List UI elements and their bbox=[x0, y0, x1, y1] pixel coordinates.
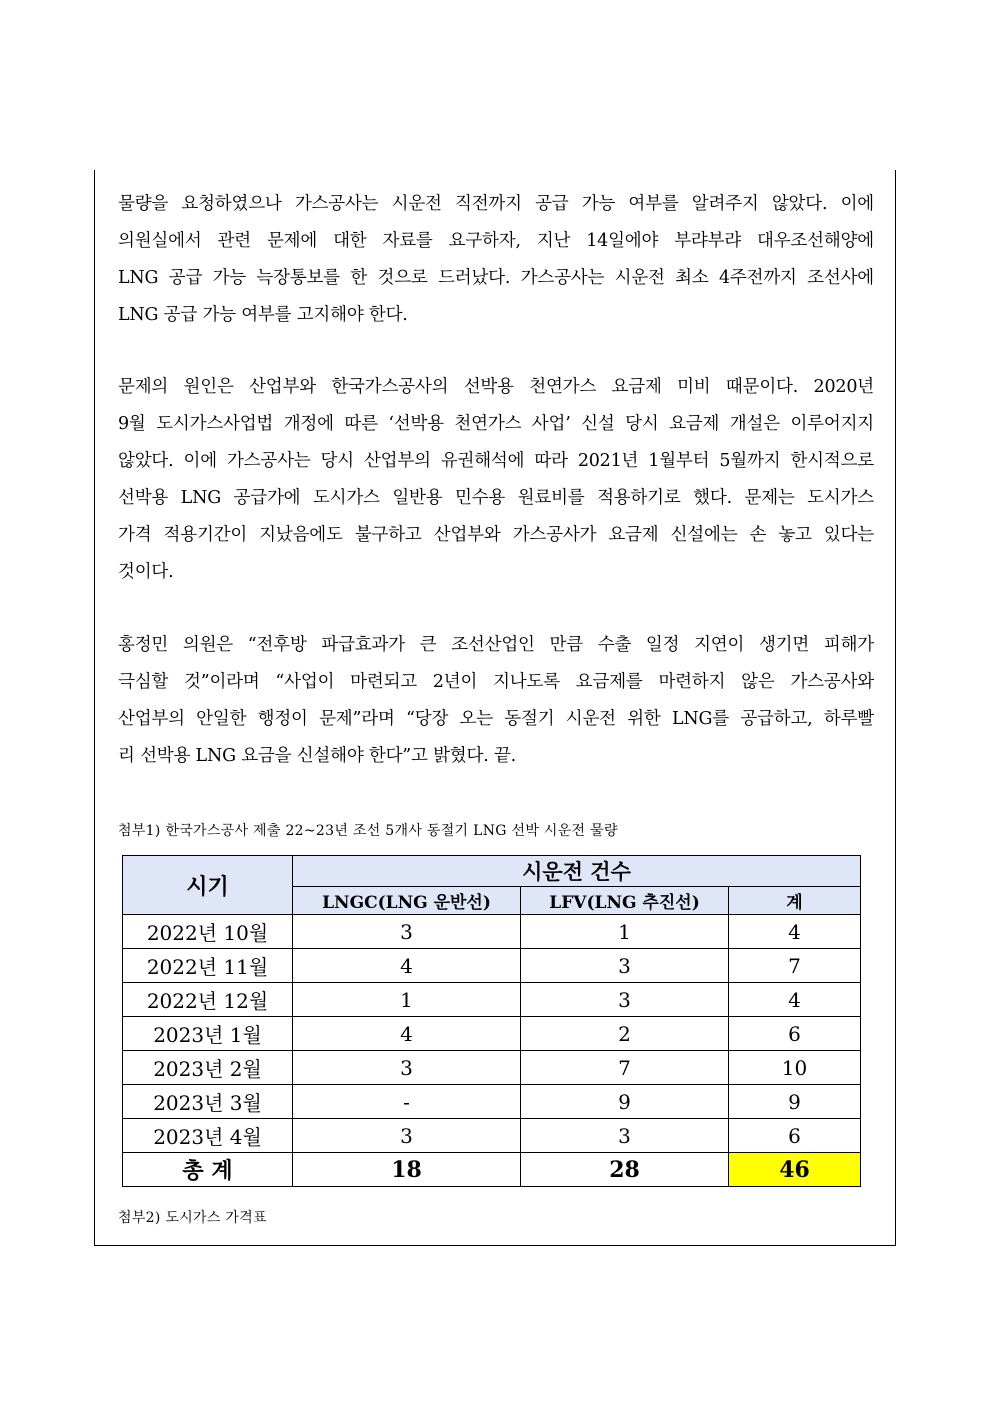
text-line: 산업부의 안일한 행정이 문제”라며 “당장 오는 동절기 시운전 위한 LNG를 공급하고, 하루빨 bbox=[118, 709, 874, 729]
total-lngc: 18 bbox=[293, 1153, 521, 1187]
trial-run-table bbox=[122, 855, 861, 1187]
cell-lfv: 2 bbox=[521, 1017, 729, 1051]
total-label: 총 계 bbox=[123, 1153, 293, 1187]
table-row bbox=[123, 1085, 861, 1119]
table-row bbox=[123, 1119, 861, 1153]
header-lngc: LNGC(LNG 운반선) bbox=[293, 887, 521, 915]
table-row bbox=[123, 983, 861, 1017]
cell-lfv: 3 bbox=[521, 949, 729, 983]
table-caption-1: 첨부1) 한국가스공사 제출 22~23년 조선 5개사 동절기 LNG 선박 시운전 물량 bbox=[118, 823, 618, 839]
text-line: 않았다. 이에 가스공사는 당시 산업부의 유권해석에 따라 2021년 1월부터 5월까지 한시적으로 bbox=[118, 451, 874, 471]
paragraph-3 bbox=[118, 627, 874, 775]
cell-period: 2022년 11월 bbox=[123, 949, 293, 983]
cell-lfv: 3 bbox=[521, 983, 729, 1017]
cell-sum: 4 bbox=[729, 983, 861, 1017]
paragraph-2 bbox=[118, 369, 874, 591]
cell-lfv: 1 bbox=[521, 915, 729, 949]
table-row bbox=[123, 1017, 861, 1051]
text-line: 의원실에서 관련 문제에 대한 자료를 요구하자, 지난 14일에야 부랴부랴 대우조선해양에 bbox=[118, 231, 874, 251]
cell-period: 2023년 3월 bbox=[123, 1085, 293, 1119]
text-line: LNG 공급 가능 늑장통보를 한 것으로 드러났다. 가스공사는 시운전 최소 4주전까지 조선사에 bbox=[118, 268, 874, 288]
cell-period: 2022년 10월 bbox=[123, 915, 293, 949]
text-line: 것이다. bbox=[118, 562, 174, 582]
cell-lfv: 7 bbox=[521, 1051, 729, 1085]
cell-lfv: 3 bbox=[521, 1119, 729, 1153]
cell-sum: 10 bbox=[729, 1051, 861, 1085]
text-line: 물량을 요청하였으나 가스공사는 시운전 직전까지 공급 가능 여부를 알려주지 않았다. 이에 bbox=[118, 194, 874, 214]
table-row bbox=[123, 1051, 861, 1085]
cell-lngc: 3 bbox=[293, 1119, 521, 1153]
text-line: 홍정민 의원은 “전후방 파급효과가 큰 조선산업인 만큼 수출 일정 지연이 생기면 피해가 bbox=[118, 635, 874, 655]
cell-sum: 6 bbox=[729, 1119, 861, 1153]
total-lfv: 28 bbox=[521, 1153, 729, 1187]
cell-lngc: - bbox=[293, 1085, 521, 1119]
table-row bbox=[123, 949, 861, 983]
cell-sum: 7 bbox=[729, 949, 861, 983]
paragraph-1 bbox=[118, 186, 874, 334]
text-line: 리 선박용 LNG 요금을 신설해야 한다”고 밝혔다. 끝. bbox=[118, 746, 517, 766]
header-lfv: LFV(LNG 추진선) bbox=[521, 887, 729, 915]
cell-period: 2022년 12월 bbox=[123, 983, 293, 1017]
text-line: 가격 적용기간이 지났음에도 불구하고 산업부와 가스공사가 요금제 신설에는 손 놓고 있다는 bbox=[118, 525, 874, 545]
text-line: 9월 도시가스사업법 개정에 따른 ‘선박용 천연가스 사업’ 신설 당시 요금제 개설은 이루어지지 bbox=[118, 414, 874, 434]
table-total-row bbox=[123, 1153, 861, 1187]
cell-period: 2023년 1월 bbox=[123, 1017, 293, 1051]
text-line: 선박용 LNG 공급가에 도시가스 일반용 민수용 원료비를 적용하기로 했다. 문제는 도시가스 bbox=[118, 488, 874, 508]
total-sum: 46 bbox=[729, 1153, 861, 1187]
header-group: 시운전 건수 bbox=[293, 856, 861, 887]
table-row bbox=[123, 915, 861, 949]
text-line: 극심할 것”이라며 “사업이 마련되고 2년이 지나도록 요금제를 마련하지 않은 가스공사와 bbox=[118, 672, 874, 692]
cell-lfv: 9 bbox=[521, 1085, 729, 1119]
cell-period: 2023년 2월 bbox=[123, 1051, 293, 1085]
cell-sum: 9 bbox=[729, 1085, 861, 1119]
cell-lngc: 1 bbox=[293, 983, 521, 1017]
cell-lngc: 4 bbox=[293, 949, 521, 983]
header-sum: 계 bbox=[729, 887, 861, 915]
cell-sum: 4 bbox=[729, 915, 861, 949]
cell-lngc: 3 bbox=[293, 915, 521, 949]
cell-lngc: 4 bbox=[293, 1017, 521, 1051]
header-period: 시기 bbox=[123, 856, 293, 915]
text-line: 문제의 원인은 산업부와 한국가스공사의 선박용 천연가스 요금제 미비 때문이다. 2020년 bbox=[118, 377, 874, 397]
table-caption-2: 첨부2) 도시가스 가격표 bbox=[118, 1210, 267, 1226]
text-line: LNG 공급 가능 여부를 고지해야 한다. bbox=[118, 305, 408, 325]
cell-sum: 6 bbox=[729, 1017, 861, 1051]
cell-lngc: 3 bbox=[293, 1051, 521, 1085]
cell-period: 2023년 4월 bbox=[123, 1119, 293, 1153]
